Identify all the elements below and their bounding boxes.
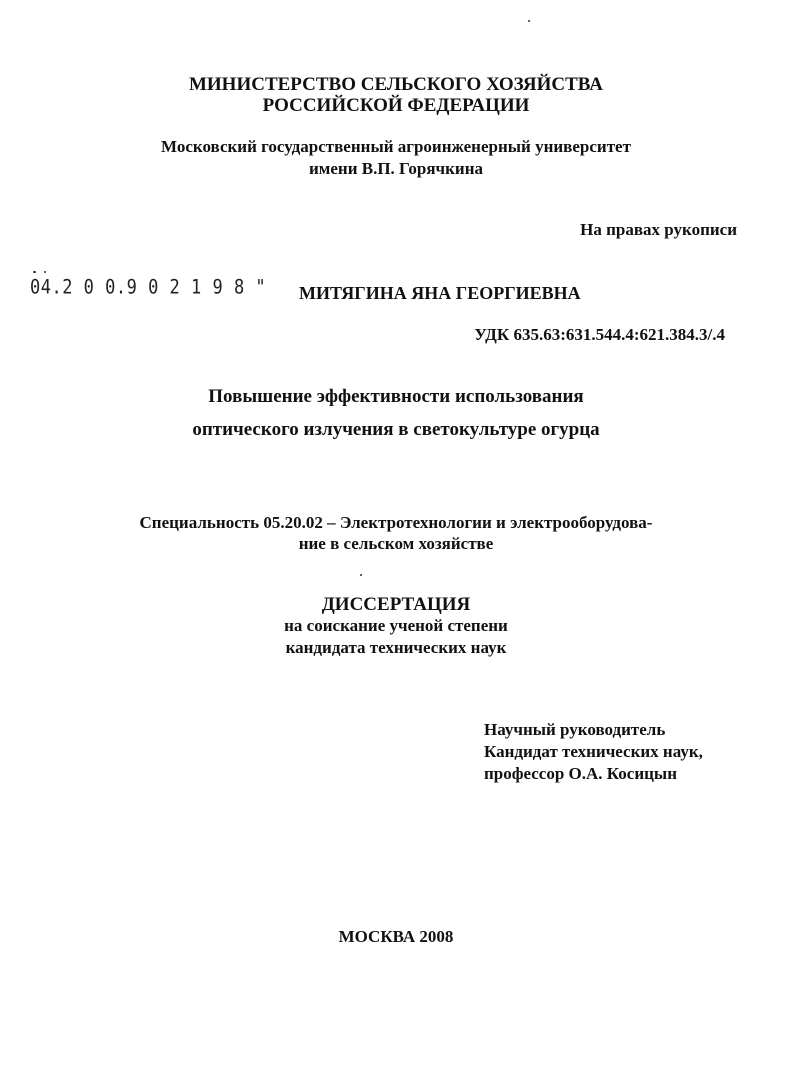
scan-speck	[360, 574, 362, 576]
supervisor-line-3: профессор О.А. Косицын	[484, 764, 677, 783]
scan-speck	[528, 20, 530, 22]
author-name: МИТЯГИНА ЯНА ГЕОРГИЕВНА	[299, 283, 581, 303]
manuscript-rights-note: На правах рукописи	[580, 220, 737, 239]
dissertation-line-2: кандидата технических наук	[285, 638, 507, 657]
specialty-line-1: Специальность 05.20.02 – Электротехнологии и электрооборудова-	[139, 513, 653, 532]
ministry-line-2: РОССИЙСКОЙ ФЕДЕРАЦИИ	[262, 95, 530, 116]
university-line-2: имени В.П. Горячкина	[308, 159, 484, 178]
supervisor-line-1: Научный руководитель	[484, 720, 666, 739]
dissertation-heading: ДИССЕРТАЦИЯ	[321, 594, 471, 615]
ministry-line-1: МИНИСТЕРСТВО СЕЛЬСКОГО ХОЗЯЙСТВА	[188, 74, 604, 95]
thesis-title-line-1: Повышение эффективности использования	[208, 386, 584, 407]
archive-stamp-number: 04.2 0 0.9 0 2 1 9 8 "	[30, 276, 267, 299]
city-year: МОСКВА 2008	[338, 927, 454, 946]
supervisor-line-2: Кандидат технических наук,	[484, 742, 703, 761]
scan-speck	[44, 271, 46, 273]
specialty-line-2: ние в сельском хозяйстве	[298, 534, 494, 553]
dissertation-line-1: на соискание ученой степени	[284, 616, 508, 635]
thesis-title-line-2: оптического излучения в светокультуре огурца	[192, 419, 600, 440]
university-line-1: Московский государственный агроинженерный университет	[161, 137, 631, 156]
scan-speck	[33, 271, 36, 273]
udc-code: УДК 635.63:631.544.4:621.384.3/.4	[474, 325, 725, 344]
